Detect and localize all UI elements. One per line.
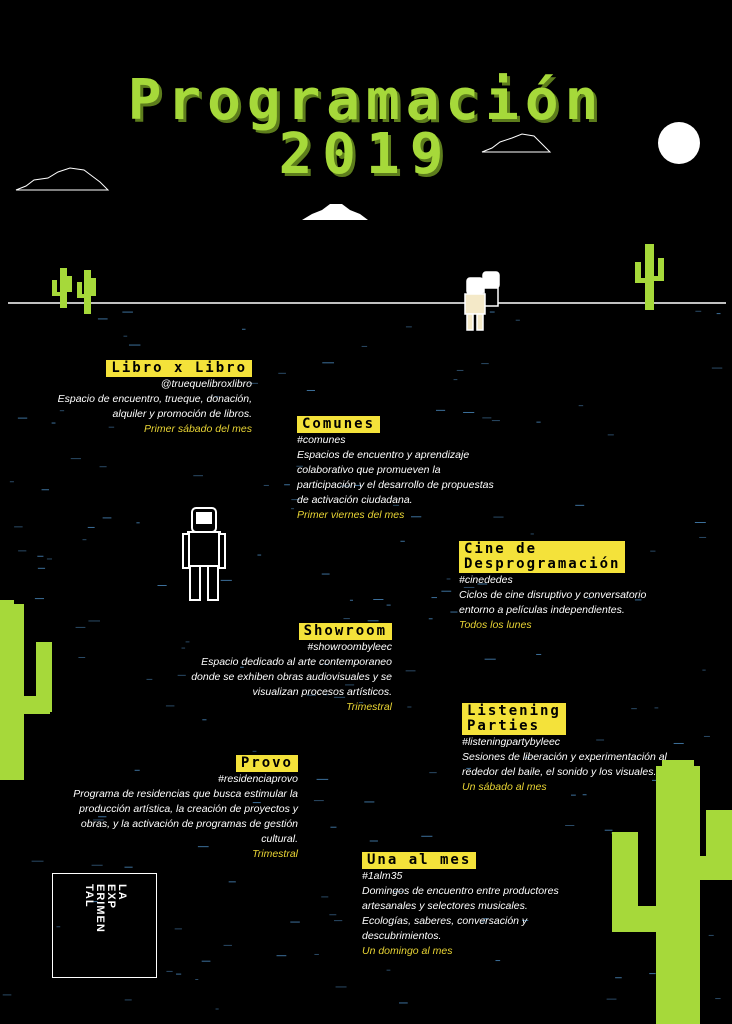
- event-showroom: [152, 622, 392, 715]
- cactus-icon: [635, 244, 664, 310]
- event-frequency: Un sábado al mes: [462, 781, 547, 793]
- event-title: Una al mes: [362, 852, 476, 869]
- event-frequency: Trimestral: [346, 701, 392, 713]
- event-frequency: Primer sábado del mes: [144, 423, 252, 435]
- event-description-line: producción artística, la creación de proyectos y: [79, 803, 298, 815]
- event-handle: #1alm35: [362, 870, 403, 882]
- event-description-line: de activación ciudadana.: [297, 494, 413, 506]
- event-description-line: descubrimientos.: [362, 930, 442, 942]
- event-description-line: Espacio de encuentro, trueque, donación,: [57, 393, 252, 405]
- cloud-icon: [302, 204, 368, 220]
- event-description-line: rededor del baile, el sonido y los visuales.: [462, 766, 657, 778]
- event-comunes: [297, 415, 537, 523]
- event-description-line: Domingos de encuentro entre productores: [362, 885, 559, 897]
- event-description-line: Ciclos de cine disruptivo y conversatorio: [459, 589, 647, 601]
- event-provo: [38, 754, 298, 862]
- event-libro-x-libro: [12, 359, 252, 437]
- event-description-line: artesanales y selectores musicales.: [362, 900, 528, 912]
- event-description-line: visualizan procesos artísticos.: [252, 686, 392, 698]
- large-cactus-icon: [612, 760, 732, 1024]
- event-title: Provo: [236, 755, 298, 772]
- event-frequency: Todos los lunes: [459, 619, 532, 631]
- astronaut-icon: [183, 508, 225, 600]
- event-title: Listening Parties: [462, 703, 566, 735]
- large-cactus-icon: [0, 600, 52, 780]
- event-title: Comunes: [297, 416, 380, 433]
- la-experimental-logo: [52, 873, 157, 978]
- astronaut-icon: [465, 272, 499, 330]
- event-description-line: Espacio dedicado al arte contemporaneo: [201, 656, 392, 668]
- event-description-line: Sesiones de liberación y experimentación al: [462, 751, 667, 763]
- event-description-line: donde se exhiben obras audiovisuales y se: [191, 671, 392, 683]
- event-description-line: Programa de residencias que busca estimular la: [73, 788, 298, 800]
- event-listening-parties: [462, 703, 712, 795]
- event-description-line: participación y el desarrollo de propuestas: [297, 479, 494, 491]
- event-una-al-mes: [362, 851, 602, 959]
- event-description-line: colaborativo que promueven la: [297, 464, 441, 476]
- event-frequency: Trimestral: [252, 848, 298, 860]
- logo-text: LA EXP ERIMEN TAL: [83, 884, 128, 933]
- event-handle: #residenciaprovo: [218, 773, 298, 785]
- event-title: Libro x Libro: [106, 360, 252, 377]
- cactus-icon: [52, 268, 96, 314]
- event-frequency: Un domingo al mes: [362, 945, 453, 957]
- event-description-line: alquiler y promoción de libros.: [112, 408, 252, 420]
- event-description-line: Espacios de encuentro y aprendizaje: [297, 449, 470, 461]
- event-title: Showroom: [299, 623, 392, 640]
- event-handle: #cinededes: [459, 574, 513, 586]
- event-description-line: Ecologías, saberes, conversación y: [362, 915, 528, 927]
- event-title: Cine de Desprogramación: [459, 541, 625, 573]
- event-description-line: cultural.: [261, 833, 298, 845]
- event-description-line: entorno a películas independientes.: [459, 604, 625, 616]
- page-title: Programación: [127, 68, 605, 133]
- event-handle: #showroombyleec: [307, 641, 392, 653]
- event-description-line: obras, y la activación de programas de gestión: [80, 818, 298, 830]
- event-handle: @truequelibroxlibro: [160, 378, 252, 390]
- event-handle: #comunes: [297, 434, 346, 446]
- page-title-year: 2019: [278, 122, 454, 187]
- event-frequency: Primer viernes del mes: [297, 509, 405, 521]
- event-handle: #listeningpartybyleec: [462, 736, 561, 748]
- event-cine-de-desprogramacion: [459, 541, 699, 633]
